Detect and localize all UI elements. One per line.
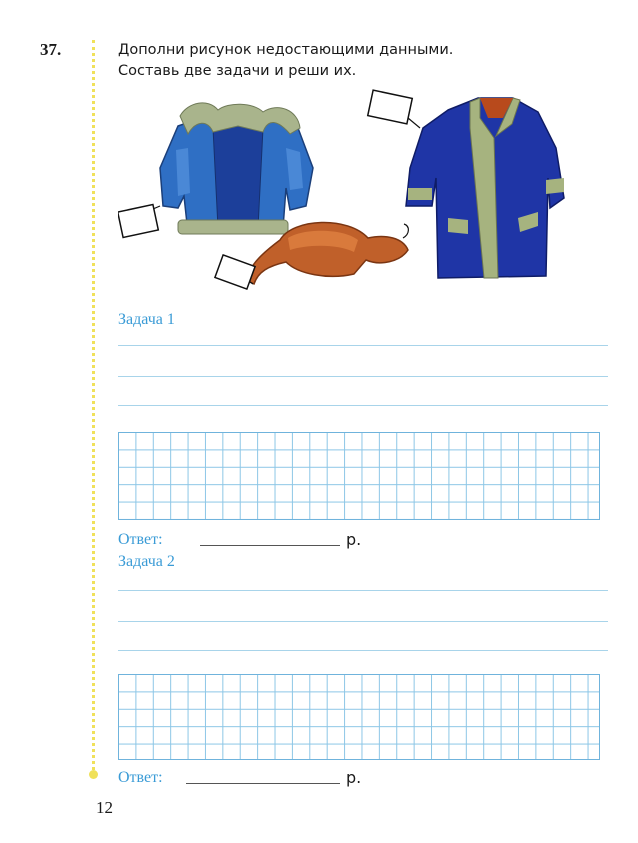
price-tag-hat xyxy=(215,255,255,289)
margin-dotted-line xyxy=(92,40,95,770)
page-number: 12 xyxy=(96,798,113,817)
task-1-currency: р. xyxy=(346,530,362,549)
clothing-illustration xyxy=(118,88,578,303)
price-tag-coat xyxy=(368,90,420,128)
instruction-line-2: Составь две задачи и реши их. xyxy=(118,63,357,79)
task-2-solution-grid[interactable] xyxy=(118,674,600,760)
task-1-writing-line[interactable] xyxy=(118,376,608,377)
task-2-answer-label: Ответ: xyxy=(118,769,163,786)
task-2-writing-line[interactable] xyxy=(118,590,608,591)
task-1-answer-field[interactable] xyxy=(200,545,340,546)
exercise-number: 37. xyxy=(40,40,62,59)
margin-dot xyxy=(89,770,98,779)
task-2-writing-line[interactable] xyxy=(118,621,608,622)
task-1-writing-line[interactable] xyxy=(118,345,608,346)
exercise-instruction xyxy=(118,40,453,82)
task-2-writing-line[interactable] xyxy=(118,650,608,651)
task-2-answer-field[interactable] xyxy=(186,783,340,784)
task-1-solution-grid[interactable] xyxy=(118,432,600,520)
instruction-line-1: Дополни рисунок недостающими данными. xyxy=(118,42,454,58)
price-tag-jacket xyxy=(118,205,160,238)
winter-jacket-image xyxy=(160,103,313,234)
task-2-title: Задача 2 xyxy=(118,553,175,570)
blue-coat-image xyxy=(406,98,564,278)
task-1-writing-line[interactable] xyxy=(118,405,608,406)
task-2-currency: р. xyxy=(346,768,362,787)
task-1-title: Задача 1 xyxy=(118,311,175,328)
task-1-answer-label: Ответ: xyxy=(118,531,163,548)
